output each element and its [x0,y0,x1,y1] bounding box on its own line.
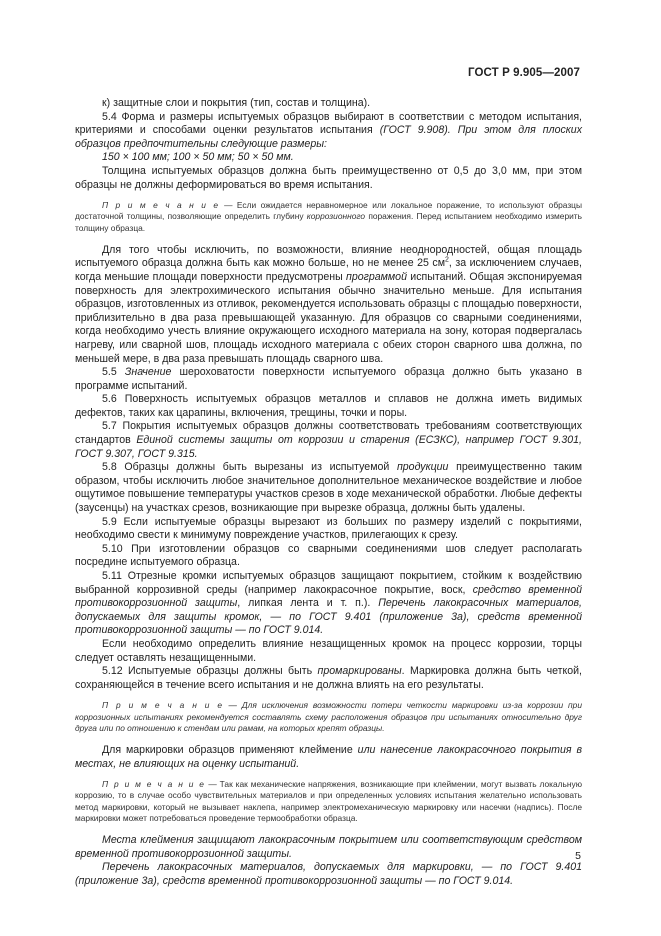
clause-5-9: 5.9 Если испытуемые образцы вырезают из больших по размеру изделий с покрытиями, необходимо свести к минимуму повреждение участков, прилегающих к срезу. [75,515,582,542]
item-k: к) защитные слои и покрытия (тип, состав и толщина). [102,97,371,109]
page-number: 5 [575,850,581,862]
paragraph-materials-list: Перечень лакокрасочных материалов, допускаемых для маркировки, — по ГОСТ 9.401 (приложение 3а), средств временной противокоррозионной защиты — по ГОСТ 9.014. [75,861,582,887]
preferred-sizes: 150 × 100 мм; 100 × 50 мм; 50 × 50 мм. [102,151,294,164]
clause-5-10: 5.10 При изготовлении образцов со сварными соединениями шов следует располагать посредине испытуемого образца. [75,542,582,569]
clause-5-7: 5.7 Покрытия испытуемых образцов должны соответствовать требованиям соответствующих стандартов Единой системы защиты от коррозии и старения (ЕСЗКС), например ГОСТ 9.301, ГОСТ 9.307, ГОСТ 9.315. [75,420,582,460]
document-body [75,97,582,888]
clause-5-5: 5.5 Значение шероховатости поверхности испытуемого образца должно быть указано в программе испытаний. [75,366,583,392]
clause-5-4-thickness: Толщина испытуемых образцов должна быть преимущественно от 0,5 до 3,0 мм, при этом образцы не должны деформироваться во время испытания. [75,164,582,191]
paragraph-unprotected-edges: Если необходимо определить влияние незащищенных кромок на процесс коррозии, торцы следует оставлять незащищенными. [75,637,582,664]
clause-5-8: 5.8 Образцы должны быть вырезаны из испытуемой продукции преимущественно таким образом, чтобы исключить любое значительное дополнительное механическое воздействие и любое ощутимое повышение температуры участков срезов в ходе механической обработки. Любые дефекты (заусенцы) на участках срезов, возникающие при вырезке образца, должны быть удалены. [75,461,582,515]
clause-5-4: 5.4 Форма и размеры испытуемых образцов выбирают в соответствии с методом испытания, критериями и способами оценки результатов испытания (ГОСТ 9.908). При этом для плоских образцов предпочтительны следующие размеры: [75,110,582,150]
paragraph-area: Для того чтобы исключить, по возможности, влияние неоднородностей, общая площадь испытуемого образца должна быть как можно больше, но не менее 25 $см^2$, за исключением случаев, когда меньшие площади поверхности предусмотрены программой испытаний. Общая экспонируемая поверхность для электрохимического испытания обычно значительно меньше. Для испытания образцов, изготовленных из отливок, рекомендуется использовать образцы с площадью поверхности, приблизительно в два раза превышающей указанную. Для образцов со сварными соединениями, когда необходимо учесть влияние окружающего исходного материала на зону, которая подвергалась нагреву, или сварной шов, площадь исходного материала с обеих сторон сварного шва должна, по меньшей мере, в два раза превышать площадь сварного шва. [75,243,582,365]
note-stamping-stress: П р и м е ч а н и е — Так как механические напряжения, возникающие при клеймении, могут вызвать локальную коррозию, то в случае особо чувствительных материалов и при определенных условиях испытания желательно использовать метод маркировки, который не вызывает наклепа, например электромеханическую маркировку или насечки (надпись). После маркировки может потребоваться проведение термообработки образца. [75,779,582,823]
clause-5-11: 5.11 Отрезные кромки испытуемых образцов защищают покрытием, стойким к воздействию выбранной коррозивной среды (например лакокрасочное покрытие, воск, средство временной противокоррозионной защиты, липкая лента и т. п.). Перечень лакокрасочных материалов, допускаемых для защиты кромок, — по ГОСТ 9.401 (приложение 3а), средств временной противокоррозионной защиты — по ГОСТ 9.014. [75,570,582,637]
standard-number-header: ГОСТ Р 9.905—2007 [468,67,580,79]
note-marking-scheme: П р и м е ч а н и е — Для исключения возможности потери четкости маркировки из-за коррозии при коррозионных испытаниях рекомендуется составлять схему расположения образцов при испытаниях относительно друг друга или по отношению к стендам или рамам, на которых крепят образцы. [75,700,582,733]
note-thickness: П р и м е ч а н и е — Если ожидается неравномерное или локальное поражение, то используют образцы достаточной толщины, позволяющие определить глубину коррозионного поражения. Перед испытанием необходимо измерить толщину образца. [75,200,583,233]
paragraph-stamping-places: Места клеймения защищают лакокрасочным покрытием или соответствующим средством временной противокоррозионной защиты. [75,833,582,860]
paragraph-marking-method: Для маркировки образцов применяют клеймение или нанесение лакокрасочного покрытия в местах, не влияющих на оценку испытаний. [75,743,582,770]
clause-5-12: 5.12 Испытуемые образцы должны быть промаркированы. Маркировка должна быть четкой, сохраняющейся в течение всего испытания и не должна влиять на его результаты. [75,665,582,691]
clause-5-6: 5.6 Поверхность испытуемых образцов металлов и сплавов не должна иметь видимых дефектов, таких как царапины, включения, трещины, точки и поры. [75,393,582,419]
